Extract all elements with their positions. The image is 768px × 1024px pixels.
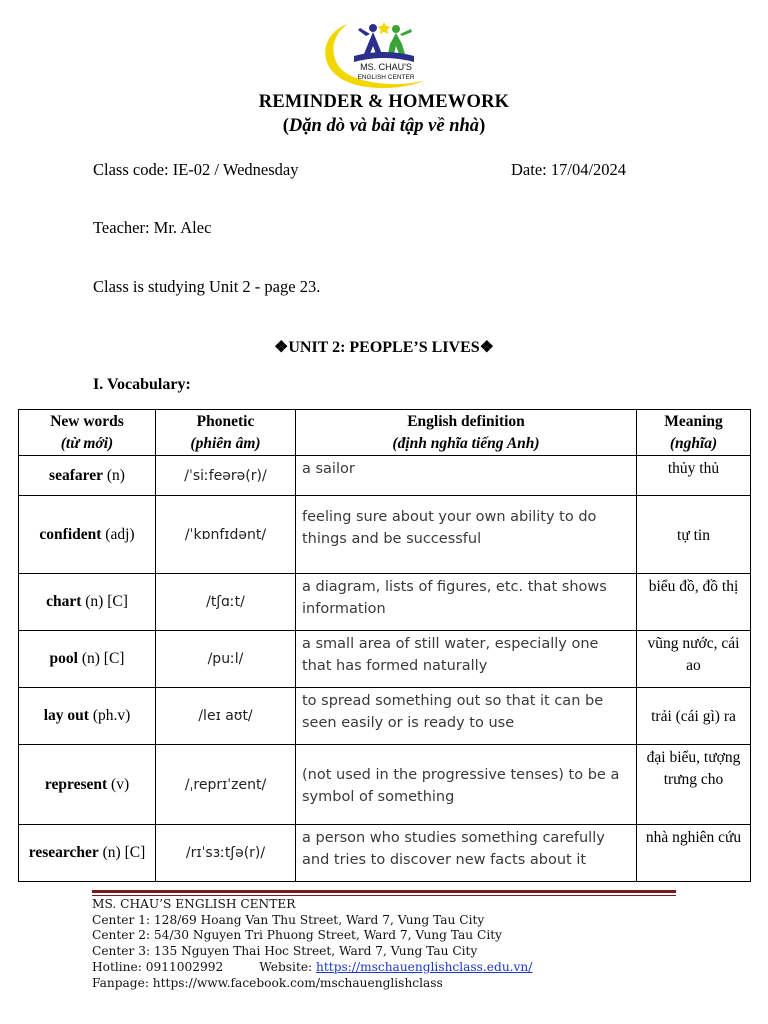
cell-definition: a person who studies something carefully and tries to discover new facts about it (296, 825, 637, 882)
footer-center-name: MS. CHAU’S ENGLISH CENTER (92, 897, 296, 911)
cell-meaning: nhà nghiên cứu (637, 825, 751, 882)
cell-phonetic: /tʃɑːt/ (156, 574, 296, 631)
table-header-row (19, 410, 751, 456)
cell-meaning: biểu đồ, đồ thị (637, 574, 751, 631)
header-new-words: New words (từ mới) (19, 410, 156, 456)
table-row (19, 745, 751, 825)
cell-phonetic: /rɪˈsɜːtʃə(r)/ (156, 825, 296, 882)
table-row (19, 825, 751, 882)
studying-note: Class is studying Unit 2 - page 23. (93, 277, 321, 296)
table-row (19, 631, 751, 688)
footer-hotline: Hotline: 0911002992 (92, 959, 224, 974)
class-code: Class code: IE-02 / Wednesday (93, 160, 299, 179)
page-subtitle: (Dặn dò và bài tập về nhà) (282, 116, 486, 136)
cell-meaning: đại biểu, tượng trưng cho (637, 745, 751, 825)
table-row (19, 456, 751, 496)
table-row (19, 574, 751, 631)
cell-definition: a sailor (296, 456, 637, 496)
cell-definition: feeling sure about your own ability to do things and be successful (296, 496, 637, 574)
cell-definition: (not used in the progressive tenses) to be a symbol of something (296, 745, 637, 825)
cell-definition: a diagram, lists of figures, etc. that shows information (296, 574, 637, 631)
cell-meaning: thủy thủ (637, 456, 751, 496)
cell-word: researcher (n) [C] (19, 825, 156, 882)
cell-phonetic: /ˈsiːfeərə(r)/ (156, 456, 296, 496)
website-link[interactable]: https://mschauenglishclass.edu.vn/ (316, 959, 533, 974)
cell-word: confident (adj) (19, 496, 156, 574)
table-row (19, 688, 751, 745)
footer-contact (92, 960, 532, 976)
cell-phonetic: /leɪ aʊt/ (156, 688, 296, 745)
header-phonetic: Phonetic (phiên âm) (156, 410, 296, 456)
cell-definition: to spread something out so that it can be seen easily or is ready to use (296, 688, 637, 745)
footer-rule-thin (92, 895, 676, 896)
svg-text:ENGLISH CENTER: ENGLISH CENTER (357, 74, 415, 81)
table-row (19, 496, 751, 574)
class-date: Date: 17/04/2024 (511, 160, 627, 179)
footer-website-label: Website: (259, 959, 317, 974)
svg-text:MS. CHAU'S: MS. CHAU'S (360, 62, 412, 72)
subtitle-text: Dặn dò và bài tập về nhà (288, 116, 480, 136)
cell-phonetic: /ˈkɒnfɪdənt/ (156, 496, 296, 574)
cell-phonetic: /ˌreprɪˈzent/ (156, 745, 296, 825)
cell-meaning: tự tin (637, 496, 751, 574)
unit-heading: ❖UNIT 2: PEOPLE’S LIVES❖ (274, 339, 494, 356)
footer-rule (92, 890, 676, 893)
cell-word: seafarer (n) (19, 456, 156, 496)
cell-word: pool (n) [C] (19, 631, 156, 688)
center-logo (318, 10, 450, 92)
cell-meaning: vũng nước, cái ao (637, 631, 751, 688)
footer-center1: Center 1: 128/69 Hoang Van Thu Street, Ward 7, Vung Tau City (92, 912, 485, 927)
footer-center3: Center 3: 135 Nguyen Thai Hoc Street, Ward 7, Vung Tau City (92, 944, 478, 959)
footer-fanpage: Fanpage: https://www.facebook.com/mschauenglishclass (92, 975, 443, 990)
cell-definition: a small area of still water, especially one that has formed naturally (296, 631, 637, 688)
cell-phonetic: /puːl/ (156, 631, 296, 688)
section-heading-vocabulary: I. Vocabulary: (93, 376, 191, 393)
vocabulary-table (18, 409, 751, 882)
cell-word: lay out (ph.v) (19, 688, 156, 745)
cell-word: represent (v) (19, 745, 156, 825)
teacher: Teacher: Mr. Alec (93, 218, 212, 237)
logo-graphic (318, 10, 450, 92)
page-title: REMINDER & HOMEWORK (258, 92, 510, 112)
header-meaning: Meaning (nghĩa) (637, 410, 751, 456)
cell-word: chart (n) [C] (19, 574, 156, 631)
header-definition: English definition (định nghĩa tiếng Anh) (296, 410, 637, 456)
cell-meaning: trải (cái gì) ra (637, 688, 751, 745)
footer-center2: Center 2: 54/30 Nguyen Tri Phuong Street, Ward 7, Vung Tau City (92, 928, 503, 943)
footer (92, 897, 532, 991)
